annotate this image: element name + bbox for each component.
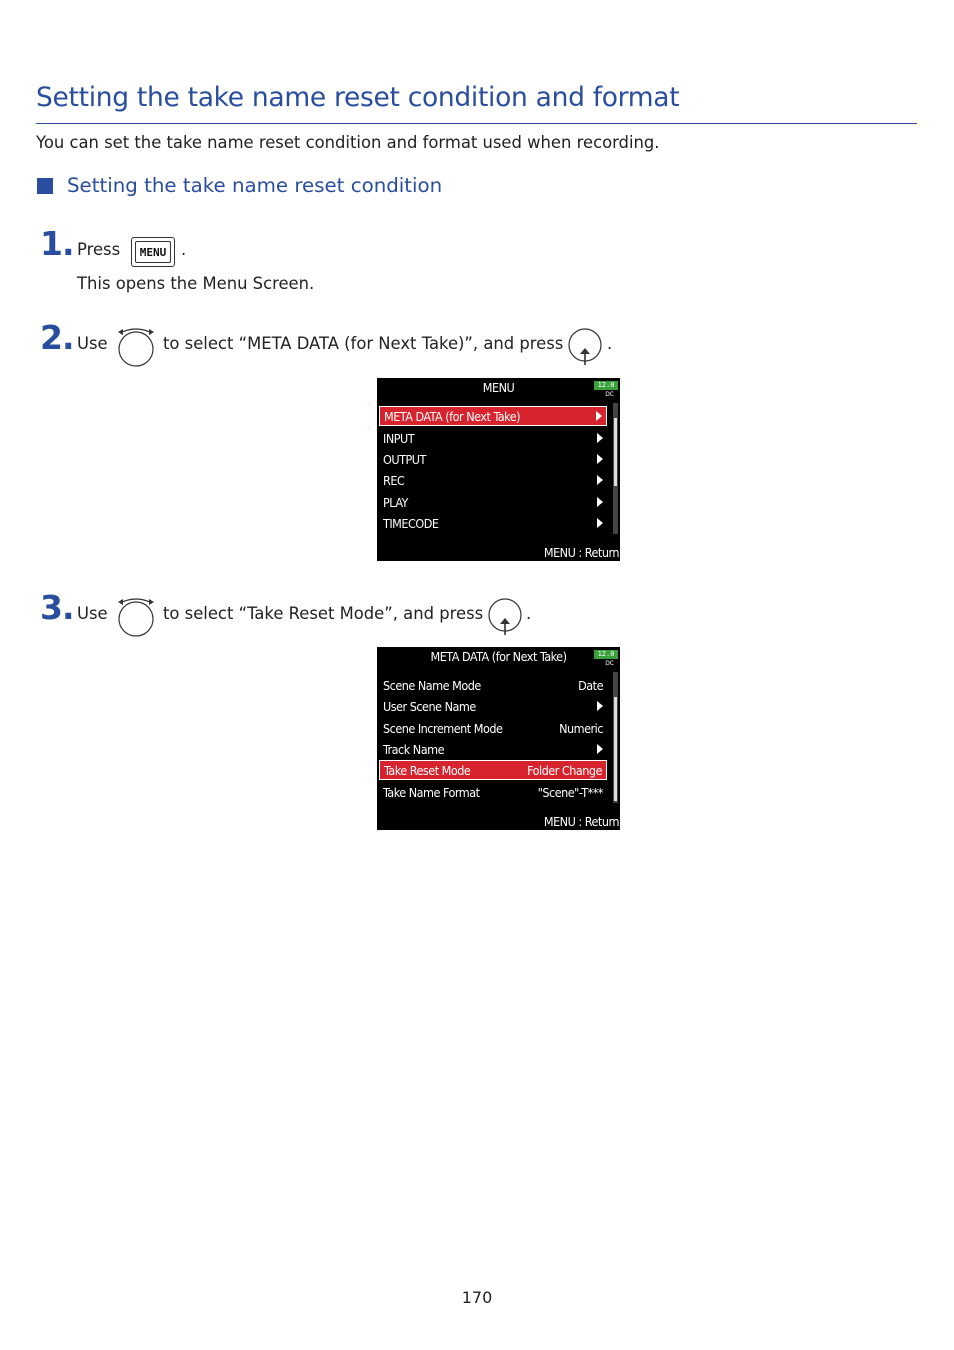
chevron-right-icon — [597, 701, 603, 711]
section-heading — [37, 174, 442, 197]
battery-dc-label: DC — [605, 391, 614, 398]
step-3-period: . — [526, 604, 532, 623]
screen-title: MENU — [482, 380, 515, 395]
chevron-right-icon — [597, 475, 603, 485]
dial-icon — [114, 326, 158, 368]
menu-item-label: Scene Name Mode — [383, 677, 481, 693]
menu-item-value: Numeric — [559, 720, 603, 736]
menu-item-label: REC — [383, 472, 405, 488]
step-2-text: to select “META DATA (for Next Take)”, and press — [163, 334, 564, 353]
menu-item-label: OUTPUT — [383, 451, 426, 467]
menu-item-track-name[interactable] — [379, 739, 607, 759]
step-3-number: 3. — [40, 588, 74, 627]
step-3-text: to select “Take Reset Mode”, and press — [163, 604, 484, 623]
battery-dc-label: DC — [605, 660, 614, 667]
menu-item-label: User Scene Name — [383, 698, 476, 714]
screen-footer: MENU : Return — [543, 545, 619, 560]
scrollbar-thumb — [614, 697, 617, 801]
menu-key-icon — [131, 237, 175, 267]
menu-item-input[interactable] — [379, 428, 607, 448]
page-number: 170 — [461, 1288, 493, 1307]
enter-button-icon — [486, 598, 526, 636]
battery-icon: 12.0 — [594, 650, 618, 659]
chevron-right-icon — [597, 497, 603, 507]
screen-footer: MENU : Return — [543, 814, 619, 829]
step-2-period: . — [607, 334, 613, 353]
step-1-period: . — [181, 240, 187, 259]
menu-item-take-reset-mode[interactable] — [379, 760, 607, 780]
menu-item-take-name-format[interactable] — [379, 782, 607, 802]
step-1-number: 1. — [40, 224, 74, 263]
menu-item-scene-increment-mode[interactable] — [379, 718, 607, 738]
enter-button-icon — [566, 328, 606, 366]
menu-item-label: TIMECODE — [383, 515, 439, 531]
page-title: Setting the take name reset condition and format — [36, 82, 680, 113]
dial-icon — [114, 596, 158, 638]
menu-item-user-scene-name[interactable] — [379, 696, 607, 716]
battery-icon: 12.0 — [594, 381, 618, 390]
title-rule — [36, 123, 917, 124]
menu-item-label: Take Reset Mode — [384, 762, 471, 778]
screen-title: META DATA (for Next Take) — [430, 649, 567, 664]
menu-item-label: META DATA (for Next Take) — [384, 408, 521, 424]
menu-item-label: Scene Increment Mode — [383, 720, 503, 736]
chevron-right-icon — [597, 454, 603, 464]
step-2-use-label: Use — [77, 334, 108, 353]
meta-data-screen — [377, 647, 620, 830]
menu-item-play[interactable] — [379, 492, 607, 512]
chevron-right-icon — [597, 744, 603, 754]
menu-item-value: "Scene"-T*** — [537, 784, 603, 800]
menu-item-label: Track Name — [383, 741, 444, 757]
menu-item-label: INPUT — [383, 430, 415, 446]
menu-item-label: Take Name Format — [383, 784, 480, 800]
square-bullet-icon — [37, 178, 53, 194]
chevron-right-icon — [597, 518, 603, 528]
section-title: Setting the take name reset condition — [67, 174, 443, 197]
scrollbar-thumb — [614, 418, 617, 486]
step-1-press-label: Press — [77, 240, 121, 259]
menu-item-value: Folder Change — [527, 762, 602, 778]
chevron-right-icon — [597, 433, 603, 443]
menu-item-output[interactable] — [379, 449, 607, 469]
menu-key-label: MENU — [135, 241, 171, 263]
menu-item-value: Date — [578, 677, 603, 693]
intro-text: You can set the take name reset condition and format used when recording. — [36, 133, 660, 152]
menu-item-scene-name-mode[interactable] — [379, 675, 607, 695]
step-3-use-label: Use — [77, 604, 108, 623]
menu-screen — [377, 378, 620, 561]
menu-item-timecode[interactable] — [379, 513, 607, 533]
menu-item-label: PLAY — [383, 494, 408, 510]
menu-item-meta-data[interactable] — [379, 406, 607, 426]
step-2-number: 2. — [40, 318, 74, 357]
menu-item-rec[interactable] — [379, 470, 607, 490]
step-1-detail: This opens the Menu Screen. — [77, 274, 315, 293]
chevron-right-icon — [596, 411, 602, 421]
